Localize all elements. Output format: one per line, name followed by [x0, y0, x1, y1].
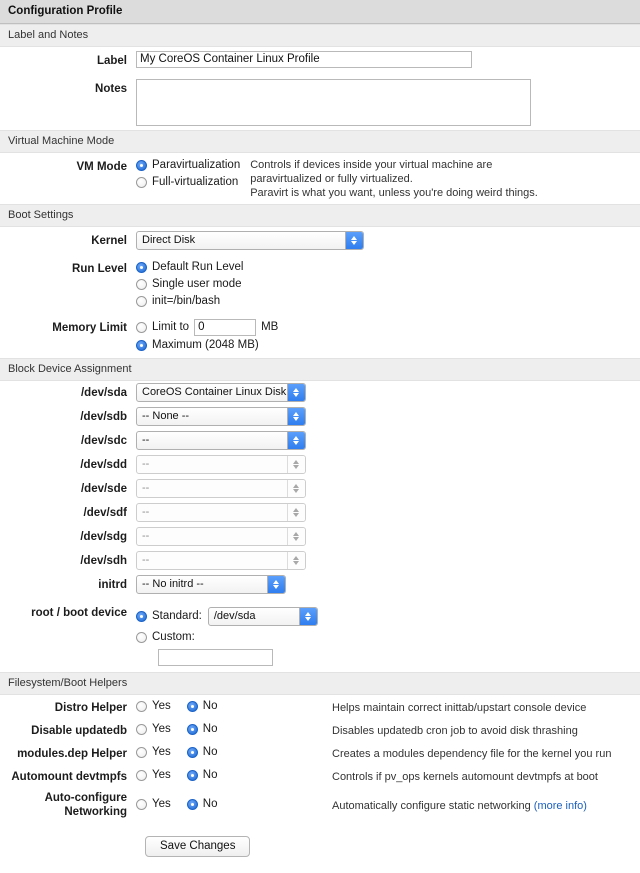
yes-label: Yes: [152, 746, 171, 758]
kernel-label: Kernel: [91, 235, 127, 247]
helper-rows: [0, 695, 640, 822]
auto-configure-networking-yes[interactable]: [136, 796, 171, 813]
block-device-field-sde: [136, 479, 640, 498]
vm-mode-description-line: Paravirt is what you want, unless you're doing weird things.: [250, 187, 538, 199]
radio-icon-no[interactable]: [187, 799, 198, 810]
block-device-label-sdh: /dev/sdh: [80, 555, 127, 567]
block-device-label-sdg: /dev/sdg: [80, 531, 127, 543]
row-block-device-sdh: [0, 549, 640, 573]
initrd-label: initrd: [98, 579, 127, 591]
root-boot-device-custom-input-row: [136, 647, 318, 668]
radio-icon-no[interactable]: [187, 724, 198, 735]
radio-icon-no[interactable]: [187, 747, 198, 758]
radio-icon-default-run-level[interactable]: [136, 262, 147, 273]
section-header-virtual-machine-mode: Virtual Machine Mode: [0, 130, 640, 153]
row-block-device-sdc: [0, 429, 640, 453]
vm-mode-option-label: Full-virtualization: [152, 176, 239, 188]
auto-configure-networking-choices: [136, 796, 322, 813]
block-device-select-sdh[interactable]: [136, 551, 306, 570]
block-device-select-value-sdb: -- None --: [142, 410, 190, 422]
no-label: No: [202, 769, 218, 781]
chevron-updown-icon: [287, 504, 305, 521]
memory-limit-maximum-label: Maximum (2048 MB): [152, 339, 259, 351]
block-device-field-sdd: [136, 455, 640, 474]
block-device-label-sdb: /dev/sdb: [80, 411, 127, 423]
memory-limit-label: Memory Limit: [52, 322, 127, 334]
radio-icon-single-user-mode[interactable]: [136, 279, 147, 290]
automount-devtmpfs-label: Automount devtmpfs: [11, 771, 127, 783]
auto-configure-networking-label-line1: Auto-configure: [44, 792, 127, 804]
chevron-updown-icon: [287, 552, 305, 569]
radio-icon-init-bin-bash[interactable]: [136, 296, 147, 307]
row-initrd: [0, 573, 640, 597]
row-block-device-sdb: [0, 405, 640, 429]
distro-helper-label: Distro Helper: [54, 702, 127, 714]
run-level-radio-group: [136, 259, 243, 310]
run-level-option-label: Single user mode: [152, 278, 242, 290]
block-device-label-sdf: /dev/sdf: [83, 507, 127, 519]
vm-mode-option-label: Paravirtualization: [152, 159, 241, 171]
block-device-select-sdc[interactable]: [136, 431, 306, 450]
run-level-field: [136, 259, 640, 310]
yes-label: Yes: [152, 723, 171, 735]
auto-configure-networking-description-text: Automatically configure static networking: [332, 800, 531, 812]
modules-dep-helper-description: Creates a modules dependency file for the kernel you run: [332, 748, 612, 760]
chevron-updown-icon: [287, 480, 305, 497]
radio-icon-yes[interactable]: [136, 747, 147, 758]
memory-limit-limit-to-label: Limit to: [152, 321, 190, 333]
block-device-select-value-sdf: --: [142, 506, 150, 518]
vm-mode-description: [250, 157, 550, 200]
radio-icon-no[interactable]: [187, 770, 198, 781]
disable-updatedb-choices: [136, 721, 322, 738]
block-device-field-sdh: [136, 551, 640, 570]
initrd-field: [136, 575, 640, 594]
vm-mode-description-line: paravirtualized or fully virtualized.: [250, 173, 413, 185]
run-level-label: Run Level: [72, 263, 127, 275]
no-label: No: [202, 746, 218, 758]
root-boot-device-standard-value: /dev/sda: [213, 610, 256, 622]
save-changes-button[interactable]: Save Changes: [145, 836, 250, 857]
block-device-label-sda: /dev/sda: [80, 387, 127, 399]
block-device-select-sdf[interactable]: [136, 503, 306, 522]
run-level-option-default[interactable]: [136, 259, 243, 276]
modules-dep-helper-yes[interactable]: [136, 744, 171, 761]
label-notes-rows: [0, 47, 640, 130]
boot-settings-rows: [0, 227, 640, 358]
block-device-label-sdd: /dev/sdd: [80, 459, 127, 471]
kernel-select-value: Direct Disk: [142, 234, 196, 246]
initrd-select[interactable]: [136, 575, 286, 594]
modules-dep-helper-label: modules.dep Helper: [17, 748, 127, 760]
vm-mode-radio-group: [136, 157, 240, 191]
row-modules-dep-helper: [0, 741, 640, 764]
memory-limit-option-maximum[interactable]: [136, 337, 278, 354]
vm-mode-description-line: Controls if devices inside your virtual machine are: [250, 159, 493, 171]
block-device-rows: [0, 381, 640, 672]
block-device-select-sda[interactable]: [136, 383, 306, 402]
no-label: No: [202, 798, 218, 810]
yes-label: Yes: [152, 700, 171, 712]
row-disable-updatedb: [0, 718, 640, 741]
root-boot-device-field: [136, 605, 640, 668]
label-field-label: Label: [96, 55, 127, 67]
block-device-select-sdb[interactable]: [136, 407, 306, 426]
distro-helper-choices: [136, 698, 322, 715]
root-boot-device-standard-label: Standard:: [152, 610, 202, 622]
chevron-updown-icon: [287, 456, 305, 473]
block-device-select-sdd[interactable]: [136, 455, 306, 474]
memory-limit-input[interactable]: [194, 319, 256, 336]
label-field-wrap: [136, 51, 640, 68]
disable-updatedb-no[interactable]: [187, 721, 218, 738]
row-distro-helper: [0, 695, 640, 718]
chevron-updown-icon[interactable]: [345, 232, 363, 249]
kernel-select[interactable]: [136, 231, 364, 250]
chevron-updown-icon[interactable]: [299, 608, 317, 625]
memory-limit-field: [136, 318, 640, 354]
section-header-boot-settings: Boot Settings: [0, 204, 640, 227]
chevron-updown-icon: [287, 528, 305, 545]
no-label: No: [202, 723, 218, 735]
block-device-select-sdg[interactable]: [136, 527, 306, 546]
block-device-field-sdf: [136, 503, 640, 522]
block-device-field-sdb: [136, 407, 640, 426]
distro-helper-no[interactable]: [187, 698, 218, 715]
block-device-field-sdg: [136, 527, 640, 546]
root-boot-device-standard-select[interactable]: [208, 607, 318, 626]
vm-mode-field: [136, 157, 640, 200]
section-header-block-device-assignment: Block Device Assignment: [0, 358, 640, 381]
notes-textarea[interactable]: [136, 79, 531, 126]
more-info-link[interactable]: (more info): [533, 800, 587, 812]
automount-devtmpfs-choices: [136, 767, 322, 784]
auto-configure-networking-no[interactable]: [187, 796, 218, 813]
row-vm-mode: [0, 153, 640, 204]
block-device-select-value-sdc: --: [142, 434, 150, 446]
radio-icon-yes[interactable]: [136, 724, 147, 735]
root-boot-device-radio-group: [136, 605, 318, 668]
yes-label: Yes: [152, 769, 171, 781]
row-notes: [0, 75, 640, 130]
memory-limit-unit: MB: [261, 321, 279, 333]
radio-icon-no[interactable]: [187, 701, 198, 712]
row-block-device-sdf: [0, 501, 640, 525]
vm-mode-label: VM Mode: [76, 161, 127, 173]
kernel-field: [136, 231, 640, 250]
row-block-device-sde: [0, 477, 640, 501]
notes-field-wrap: [136, 79, 640, 126]
distro-helper-description: Helps maintain correct inittab/upstart console device: [332, 702, 587, 714]
notes-field-label: Notes: [95, 83, 127, 95]
row-memory-limit: [0, 314, 640, 358]
row-block-device-sdd: [0, 453, 640, 477]
auto-configure-networking-description: [332, 796, 632, 813]
block-device-field-sdc: [136, 431, 640, 450]
root-boot-device-custom-label: Custom:: [152, 631, 195, 643]
row-kernel: [0, 227, 640, 255]
block-device-select-value-sdg: --: [142, 530, 150, 542]
row-automount-devtmpfs: [0, 764, 640, 787]
root-boot-device-option-standard[interactable]: [136, 605, 318, 628]
block-device-select-sde[interactable]: [136, 479, 306, 498]
row-label: [0, 47, 640, 75]
chevron-updown-icon[interactable]: [287, 384, 305, 401]
radio-icon-custom[interactable]: [136, 632, 147, 643]
run-level-option-label: Default Run Level: [152, 261, 244, 273]
disable-updatedb-yes[interactable]: [136, 721, 171, 738]
block-device-select-value-sdd: --: [142, 458, 150, 470]
automount-devtmpfs-no[interactable]: [187, 767, 218, 784]
auto-configure-networking-label-line2: Networking: [64, 806, 127, 818]
block-device-select-value-sde: --: [142, 482, 150, 494]
radio-icon-paravirtualization[interactable]: [136, 160, 147, 171]
run-level-option-label: init=/bin/bash: [152, 295, 221, 307]
row-block-device-sda: [0, 381, 640, 405]
run-level-option-init-bin-bash[interactable]: [136, 293, 243, 310]
section-header-label-and-notes: Label and Notes: [0, 24, 640, 47]
save-button-wrap: [0, 822, 640, 873]
row-root-boot-device: [0, 601, 640, 672]
block-device-field-sda: [136, 383, 640, 402]
root-boot-device-option-custom[interactable]: [136, 628, 318, 647]
memory-limit-radio-group: [136, 318, 278, 354]
modules-dep-helper-no[interactable]: [187, 744, 218, 761]
radio-icon-limit-to[interactable]: [136, 322, 147, 333]
vm-mode-rows: [0, 153, 640, 204]
block-device-select-value-sda: CoreOS Container Linux Disk: [142, 386, 287, 398]
window-title: Configuration Profile: [0, 0, 640, 24]
modules-dep-helper-choices: [136, 744, 322, 761]
radio-icon-yes[interactable]: [136, 701, 147, 712]
root-boot-device-label: root / boot device: [31, 607, 127, 619]
row-auto-configure-networking: [0, 787, 640, 822]
yes-label: Yes: [152, 798, 171, 810]
automount-devtmpfs-yes[interactable]: [136, 767, 171, 784]
radio-icon-maximum[interactable]: [136, 340, 147, 351]
initrd-select-value: -- No initrd --: [142, 578, 204, 590]
row-block-device-sdg: [0, 525, 640, 549]
radio-icon-standard[interactable]: [136, 611, 147, 622]
block-device-label-sde: /dev/sde: [80, 483, 127, 495]
chevron-updown-icon[interactable]: [287, 408, 305, 425]
row-run-level: [0, 255, 640, 314]
vm-mode-option-paravirtualization[interactable]: [136, 157, 240, 174]
chevron-updown-icon[interactable]: [267, 576, 285, 593]
distro-helper-yes[interactable]: [136, 698, 171, 715]
radio-icon-full-virtualization[interactable]: [136, 177, 147, 188]
label-input[interactable]: [136, 51, 472, 68]
chevron-updown-icon[interactable]: [287, 432, 305, 449]
section-header-filesystem-boot-helpers: Filesystem/Boot Helpers: [0, 672, 640, 695]
run-level-option-single-user[interactable]: [136, 276, 243, 293]
block-device-label-sdc: /dev/sdc: [80, 435, 127, 447]
disable-updatedb-label: Disable updatedb: [31, 725, 127, 737]
radio-icon-yes[interactable]: [136, 770, 147, 781]
automount-devtmpfs-description: Controls if pv_ops kernels automount devtmpfs at boot: [332, 771, 598, 783]
root-boot-device-custom-input[interactable]: [158, 649, 273, 666]
vm-mode-option-full-virtualization[interactable]: [136, 174, 240, 191]
radio-icon-yes[interactable]: [136, 799, 147, 810]
block-device-select-value-sdh: --: [142, 554, 150, 566]
auto-configure-networking-label: [0, 790, 136, 819]
no-label: No: [202, 700, 218, 712]
memory-limit-option-limit-to[interactable]: [136, 318, 278, 337]
disable-updatedb-description: Disables updatedb cron job to avoid disk thrashing: [332, 725, 578, 737]
